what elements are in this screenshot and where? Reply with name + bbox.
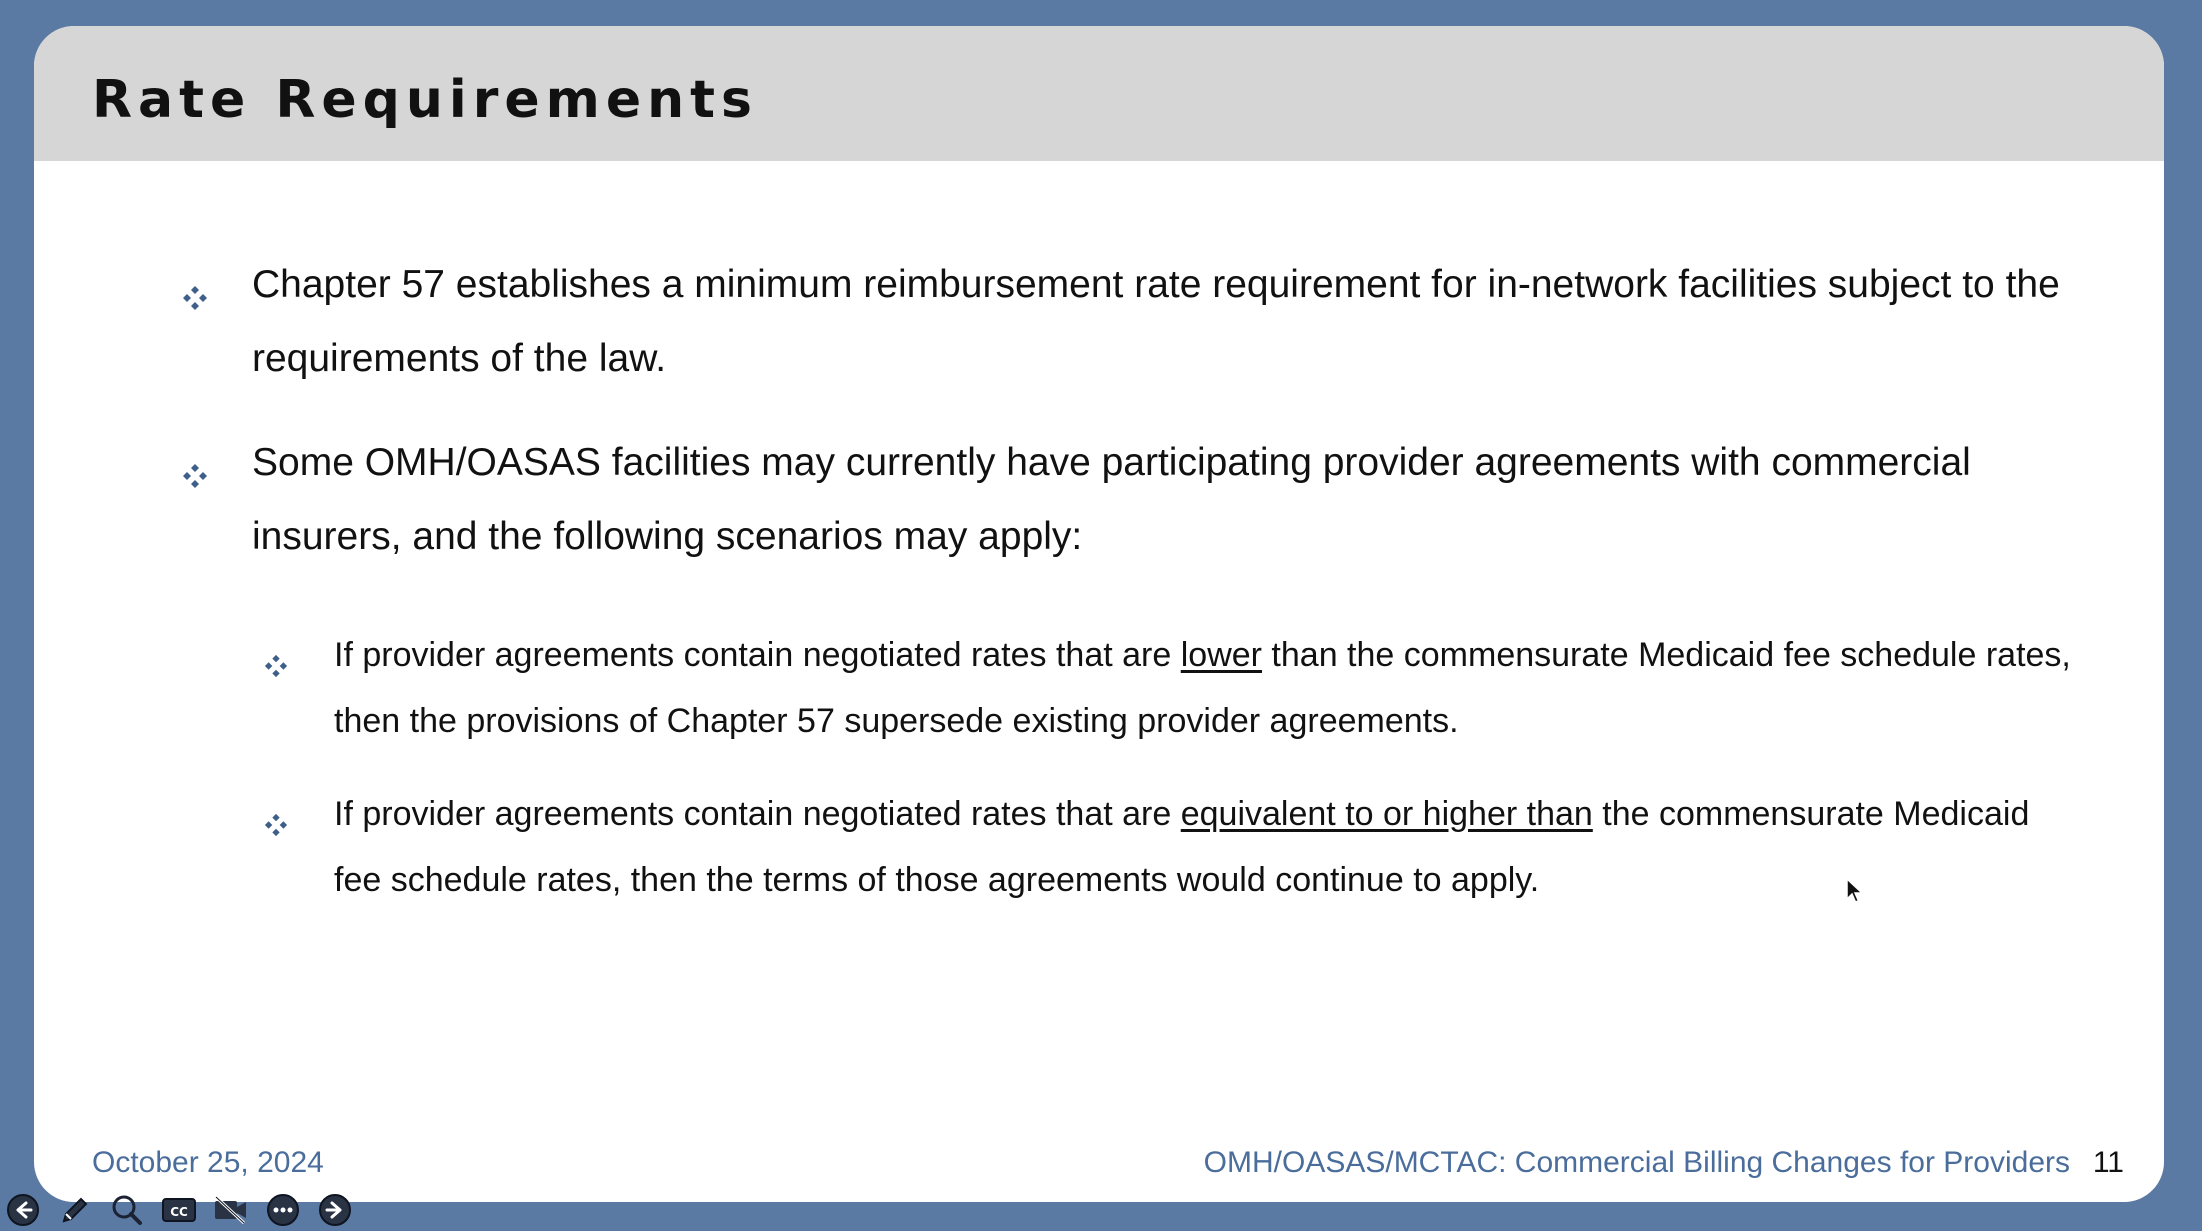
diamond-bullet-icon <box>182 262 224 336</box>
previous-icon[interactable] <box>4 1191 42 1229</box>
next-icon[interactable] <box>316 1191 354 1229</box>
sub-bullet-item <box>264 622 2084 754</box>
mouse-cursor-icon <box>1846 878 1864 909</box>
slide-title: Rate Requirements <box>92 70 758 130</box>
underlined-term: lower <box>1180 636 1262 674</box>
bullet-item <box>182 248 2112 396</box>
diamond-bullet-icon <box>264 793 306 859</box>
diamond-bullet-icon <box>264 634 306 700</box>
footer-title: OMH/OASAS/MCTAC: Commercial Billing Changes for Providers <box>1203 1146 2070 1179</box>
more-icon[interactable] <box>264 1191 302 1229</box>
page-number: 11 <box>2092 1146 2124 1179</box>
slide <box>34 26 2164 1202</box>
bullet-item <box>182 426 2112 574</box>
bullet-text: Chapter 57 establishes a minimum reimbursement rate requirement for in-network facilities subject to the requirements of the law. <box>252 263 2060 380</box>
sub-bullet-text <box>334 622 2084 754</box>
sub-bullet-text-start: If provider agreements contain negotiated rates that are <box>334 795 1181 833</box>
title-bar <box>34 26 2164 161</box>
pen-icon[interactable] <box>56 1191 94 1229</box>
sub-bullet-text-end: the commensurate Medicaid fee schedule rates, then the terms of those agreements would continue to apply. <box>334 795 2030 899</box>
sub-bullet-text-end: than the commensurate Medicaid fee schedule rates, then the provisions of Chapter 57 supersede existing provider agreements. <box>334 636 2071 740</box>
underlined-term: equivalent to or higher than <box>1180 795 1593 833</box>
bullet-text: Some OMH/OASAS facilities may currently have participating provider agreements with commercial insurers, and the following scenarios may apply: <box>252 441 1971 558</box>
diamond-bullet-icon <box>182 440 224 514</box>
svg-text:CC: CC <box>170 1205 188 1219</box>
sub-bullet-text-start: If provider agreements contain negotiated rates that are <box>334 636 1181 674</box>
footer-date: October 25, 2024 <box>92 1146 324 1179</box>
camera-off-icon[interactable] <box>212 1191 250 1229</box>
presentation-toolbar <box>4 1190 354 1230</box>
sub-bullet-item <box>264 781 2084 913</box>
sub-bullet-text <box>334 781 2084 913</box>
zoom-icon[interactable] <box>108 1191 146 1229</box>
captions-icon[interactable] <box>160 1191 198 1229</box>
